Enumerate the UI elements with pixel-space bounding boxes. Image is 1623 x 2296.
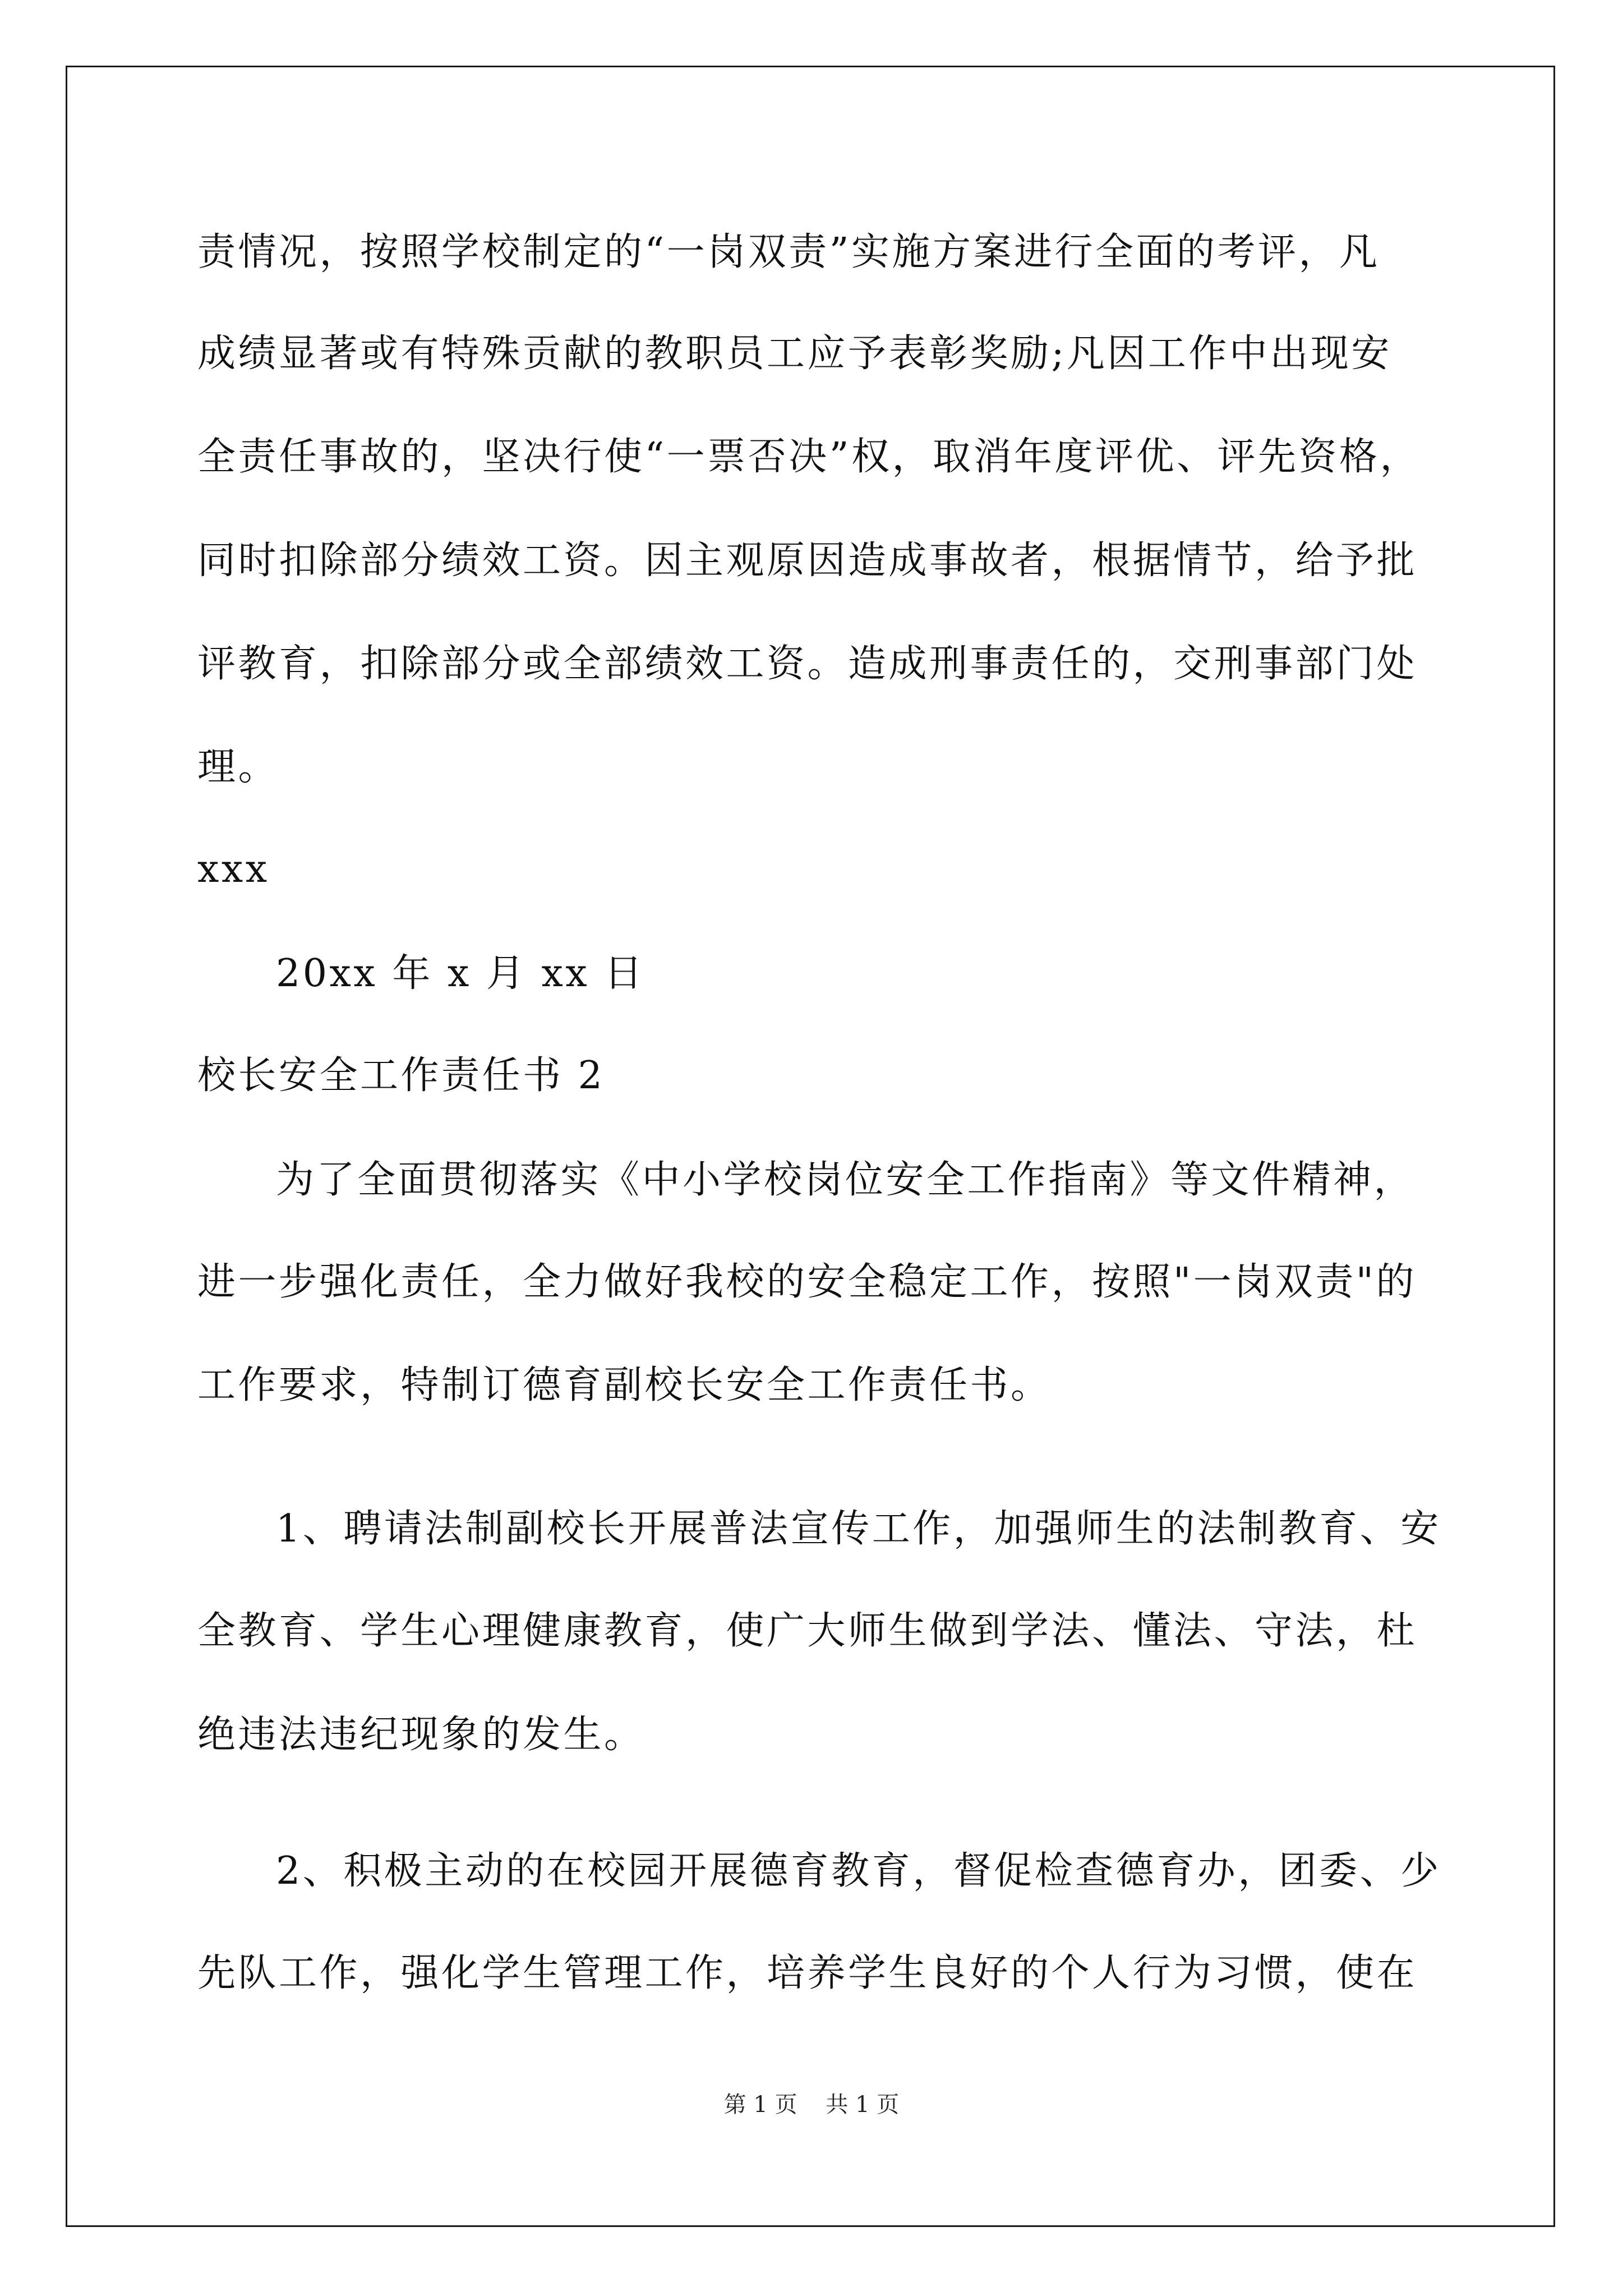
- section-heading: 校长安全工作责任书 2: [197, 1053, 605, 1098]
- page-footer: 第 1 页 共 1 页: [723, 2092, 900, 2118]
- signature-date: 20xx 年 x 月 xx 日: [276, 951, 645, 996]
- page-border: [66, 66, 1555, 2227]
- body-line: 绝违法违纪现象的发生。: [197, 1713, 645, 1757]
- signature-name: xxx: [197, 847, 270, 891]
- body-line: 同时扣除部分绩效工资。因主观原因造成事故者，根据情节，给予批: [197, 539, 1418, 583]
- body-line: 进一步强化责任，全力做好我校的安全稳定工作，按照"一岗双责"的: [197, 1260, 1417, 1304]
- body-line: 全责任事故的，坚决行使“一票否决”权，取消年度评优、评先资格，: [197, 435, 1421, 479]
- body-line: 先队工作，强化学生管理工作，培养学生良好的个人行为习惯，使在: [197, 1951, 1418, 1995]
- body-line: 责情况，按照学校制定的“一岗双责”实施方案进行全面的考评，凡: [197, 230, 1380, 274]
- list-item: 1、聘请法制副校长开展普法宣传工作，加强师生的法制教育、安: [276, 1507, 1441, 1551]
- list-item: 2、积极主动的在校园开展德育教育，督促检查德育办，团委、少: [276, 1849, 1441, 1893]
- body-line: 评教育，扣除部分或全部绩效工资。造成刑事责任的，交刑事部门处: [197, 642, 1418, 686]
- body-line: 全教育、学生心理健康教育，使广大师生做到学法、懂法、守法，杜: [197, 1609, 1418, 1653]
- body-line: 为了全面贯彻落实《中小学校岗位安全工作指南》等文件精神，: [276, 1158, 1415, 1202]
- body-line: 工作要求，特制订德育副校长安全工作责任书。: [197, 1363, 1052, 1407]
- body-line: 成绩显著或有特殊贡献的教职员工应予表彰奖励;凡因工作中出现安: [197, 332, 1392, 376]
- body-line: 理。: [197, 745, 279, 789]
